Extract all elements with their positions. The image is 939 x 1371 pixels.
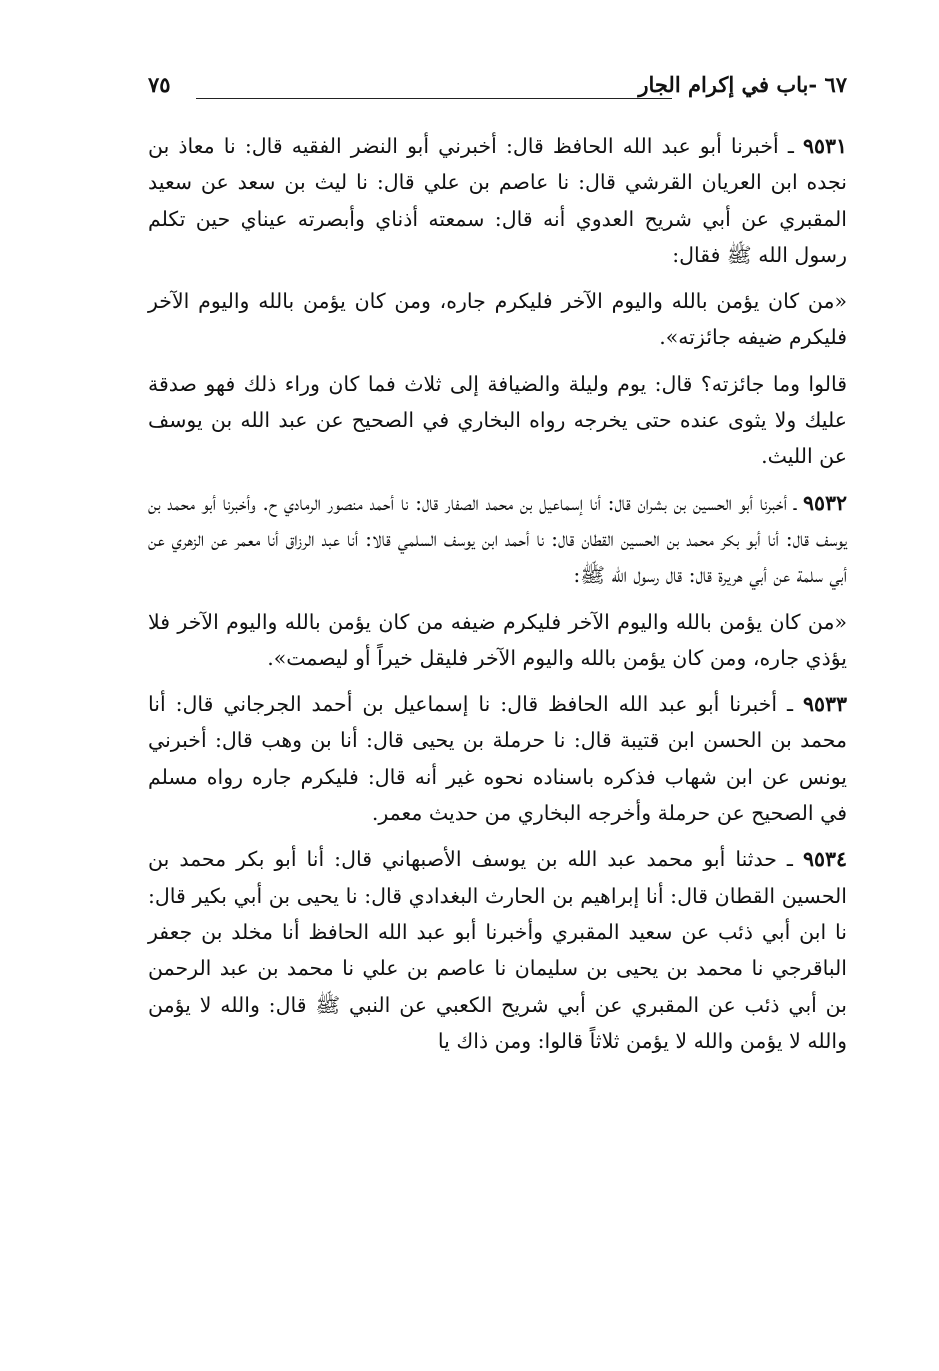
page-body xyxy=(148,128,847,1069)
hadith-9531-commentary xyxy=(148,366,847,475)
hadith-9533-paragraph xyxy=(148,686,847,831)
page-number: ٧٥ xyxy=(148,72,171,97)
hadith-9531-quote xyxy=(148,283,847,356)
quote-text: «من كان يؤمن بالله واليوم الآخر فليكرم جاره، ومن كان يؤمن بالله واليوم الآخر فليكرم ضيفه جائزته». xyxy=(148,289,847,350)
paragraph-text: ـ حدثنا أبو محمد عبد الله بن يوسف الأصبهاني قال: أنا أبو بكر محمد بن الحسين القطان قال: أنا إبراهيم بن الحارث البغدادي قال: نا يحيى بن أبي بكير قال: نا ابن أبي ذئب عن سعيد المقبري وأخبرنا أبو عبد الله الحافظ أنا مخلد بن جعفر الباقرجي نا محمد بن يحيى بن سليمان نا عاصم بن علي نا محمد بن عبد الرحمن بن أبي ذئب عن المقبري عن أبي شريح الكعبي عن النبي ﷺ قال: والله لا يؤمن والله لا يؤمن والله لا يؤمن ثلاثاً قالوا: ومن ذاك يا xyxy=(148,847,847,1053)
quote-text: «من كان يؤمن بالله واليوم الآخر فليكرم ضيفه من كان يؤمن بالله واليوم الآخر فلا يؤذي جاره، ومن كان يؤمن بالله واليوم الآخر فليقل خيراً أو ليصمت». xyxy=(148,609,847,670)
hadith-9532-paragraph xyxy=(148,485,847,594)
hadith-9532-quote xyxy=(148,604,847,677)
hadith-9531-paragraph xyxy=(148,128,847,273)
paragraph-text: قالوا وما جائزته؟ قال: يوم وليلة والضيافة إلى ثلاث فما كان وراء ذلك فهو صدقة عليك ولا يثوى عنده حتى يخرجه رواه البخاري في الصحيح عن عبد الله بن يوسف عن الليث. xyxy=(148,371,847,469)
hadith-number: ٩٥٣٢ xyxy=(802,490,847,515)
hadith-number: ٩٥٣٣ xyxy=(802,692,847,717)
paragraph-text: ـ أخبرنا أبو عبد الله الحافظ قال: أخبرني أبو النضر الفقيه قال: نا معاذ بن نجده ابن العريان القرشي قال: نا عاصم بن علي قال: نا ليث بن سعد عن سعيد المقبري عن أبي شريح العدوي أنه قال: سمعته أذناي وأبصرته عيناي حين تكلم رسول الله ﷺ فقال: xyxy=(148,134,847,267)
paragraph-text: ـ أخبرنا أبو الحسين بن بشران قال: أنا إسماعيل بن محمد الصفار قال: نا أحمد منصور الرمادي ح. وأخبرنا أبو محمد بن يوسف قال: أنا أبو بكر محمد بن الحسين القطان قال: نا أحمد ابن يوسف السلمي قالا: أنا عبد الرزاق أنا معمر عن الزهري عن أبي سلمة عن أبي هريرة قال: قال رسول الله ﷺ: xyxy=(148,490,847,588)
hadith-number: ٩٥٣٤ xyxy=(802,847,847,872)
hadith-9534-paragraph xyxy=(148,841,847,1059)
paragraph-text: ـ أخبرنا أبو عبد الله الحافظ قال: نا إسماعيل بن أحمد الجرجاني قال: أنا محمد بن الحسن ابن قتيبة قال: نا حرملة بن يحيى قال: أنا بن وهب قال: أخبرني يونس عن ابن شهاب فذكره باسناده نحوه غير أنه قال: فليكرم جاره رواه مسلم في الصحيح عن حرملة وأخرجه البخاري من حديث معمر. xyxy=(148,692,847,826)
header-rule xyxy=(196,98,672,99)
hadith-number: ٩٥٣١ xyxy=(802,134,847,158)
page-header xyxy=(148,72,847,106)
chapter-title: ٦٧ -باب في إكرام الجار xyxy=(638,72,847,97)
